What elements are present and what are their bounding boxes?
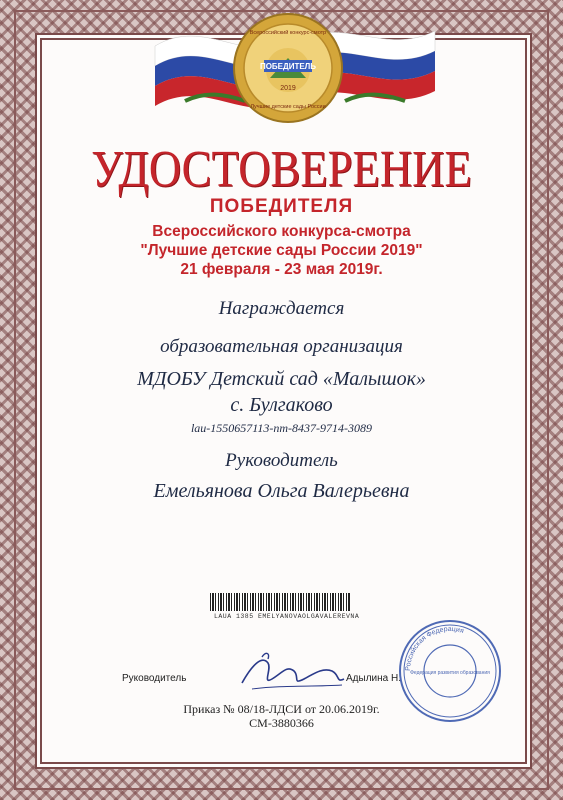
barcode-text: LAUA 1385 EMELYANOVAOLGAVALEREVNA (214, 613, 360, 620)
medal-top-text: Всероссийский конкурс-смотр (249, 30, 327, 36)
registration-number: lau-1550657113-nm-8437-9714-3089 (190, 421, 373, 435)
certificate-title: УДОСТОВЕРЕНИЕ (91, 141, 472, 198)
barcode (210, 593, 350, 611)
certificate-subtitle: ПОБЕДИТЕЛЯ (209, 196, 354, 217)
org-type: образовательная организация (160, 336, 403, 357)
org-name: МДОБУ Детский сад «Малышок» (137, 368, 426, 390)
medal-center-text: ПОБЕДИТЕЛЬ (259, 62, 317, 71)
village-name: с. Булгаково (230, 394, 333, 416)
person-name: Емельянова Ольга Валерьевна (153, 480, 410, 502)
contest-info (0, 222, 563, 279)
svg-text:Российская Федерация (405, 626, 465, 671)
signer-name: Адылина Н. (346, 673, 401, 684)
role-label: Руководитель (225, 450, 338, 471)
handwritten-signature (232, 645, 352, 695)
medal-year: 2019 (280, 85, 296, 92)
signer-role: Руководитель (122, 673, 187, 684)
stamp-outer-text: Российская Федерация (404, 625, 465, 672)
contest-line-2: "Лучшие детские сады России 2019" (140, 242, 423, 259)
order-line: Приказ № 08/18-ЛДСИ от 20.06.2019г. (183, 702, 380, 716)
winner-medal (232, 12, 344, 124)
contest-dates: 21 февраля - 23 мая 2019г. (180, 261, 383, 278)
cm-number: СМ-3880366 (249, 716, 314, 730)
awarded-label: Награждается (218, 298, 345, 319)
medal-bottom-text: Лучшие детские сады России (250, 104, 326, 110)
official-stamp (395, 616, 505, 726)
stamp-inner-text: Федерация развития образования (410, 670, 490, 676)
contest-line-1: Всероссийского конкурса-смотра (152, 223, 411, 240)
